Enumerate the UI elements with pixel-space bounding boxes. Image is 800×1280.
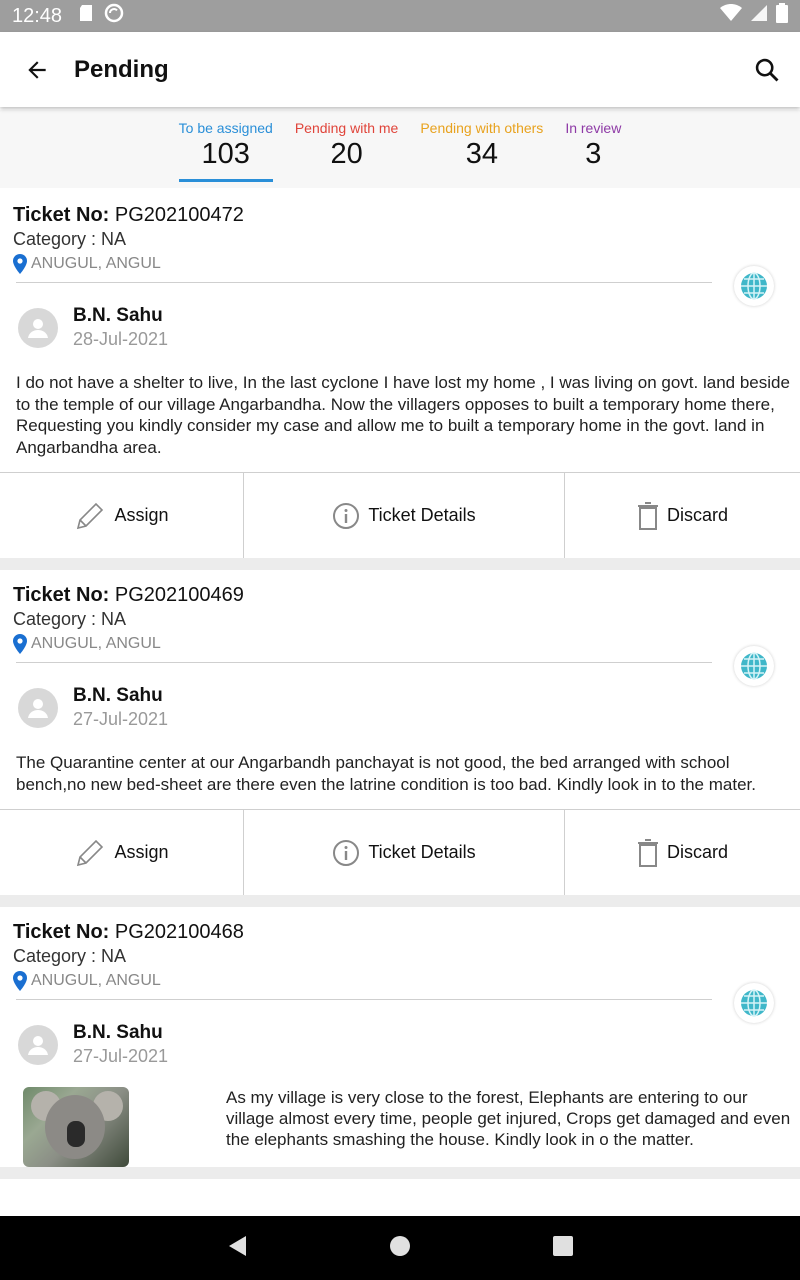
info-icon <box>332 502 360 530</box>
person-icon <box>26 1033 50 1057</box>
ticket-description: I do not have a shelter to live, In the last cyclone I have lost my home , I was living on govt. land beside to the temple of our village Angarbandha. Now the villagers opposes to built a temporary home there, Requesting you kindly consider my case and allow me to built a temporary home in the govt. land in Angarbandha area. <box>16 373 790 457</box>
search-button[interactable] <box>734 32 800 107</box>
back-button[interactable] <box>0 32 74 107</box>
avatar <box>18 1025 58 1065</box>
discard-button[interactable]: Discard <box>565 810 800 895</box>
tab-label: Pending with me <box>294 120 399 136</box>
sd-card-icon <box>78 4 94 28</box>
system-nav-bar <box>0 1216 800 1280</box>
wifi-icon <box>720 4 742 28</box>
person-icon <box>26 696 50 720</box>
info-icon <box>332 839 360 867</box>
nav-home-button[interactable] <box>388 1234 412 1263</box>
status-bar <box>0 0 800 32</box>
sync-icon <box>104 3 124 29</box>
globe-icon <box>739 651 769 681</box>
ticket-details-button[interactable]: Ticket Details <box>244 473 565 558</box>
battery-icon <box>776 3 788 29</box>
trash-icon <box>637 839 659 867</box>
tab-count: 103 <box>201 138 250 170</box>
tab-label: Pending with others <box>420 120 544 136</box>
ticket-author <box>0 1000 800 1067</box>
location-pin-icon <box>13 634 27 654</box>
divider <box>16 999 712 1000</box>
ticket-card[interactable] <box>0 907 800 1179</box>
ticket-date: 27-Jul-2021 <box>73 709 169 729</box>
ticket-card[interactable] <box>0 190 800 570</box>
ticket-location: ANUGUL, ANGUL <box>13 971 787 991</box>
tab-to-be-assigned[interactable] <box>179 110 273 188</box>
ticket-description: As my village is very close to the forest, Elephants are entering to our village almost every time, people get injured, Crops get damaged and even the elephants smashing the house. Kindly look in o the matter. <box>226 1088 791 1149</box>
assign-button[interactable]: Assign <box>0 810 244 895</box>
ticket-number: Ticket No: PG202100472 <box>13 204 244 226</box>
person-icon <box>26 316 50 340</box>
status-time: 12:48 <box>12 4 63 27</box>
source-badge[interactable] <box>734 983 774 1023</box>
tab-label: To be assigned <box>178 120 273 136</box>
source-badge[interactable] <box>734 646 774 686</box>
ticket-author <box>0 663 800 730</box>
status-tabs <box>0 110 800 188</box>
ticket-location: ANUGUL, ANGUL <box>13 634 787 654</box>
divider <box>16 662 712 663</box>
ticket-date: 28-Jul-2021 <box>73 329 169 349</box>
pencil-icon <box>74 500 106 532</box>
avatar <box>18 308 58 348</box>
location-pin-icon <box>13 254 27 274</box>
globe-icon <box>739 271 769 301</box>
ticket-card[interactable] <box>0 570 800 907</box>
ticket-date: 27-Jul-2021 <box>73 1046 169 1066</box>
pencil-icon <box>74 837 106 869</box>
ticket-actions <box>0 472 800 558</box>
ticket-description: The Quarantine center at our Angarbandh panchayat is not good, the bed arranged with school bench,no new bed-sheet are there even the latrine condition is too bad. Kindly look in to the mater. <box>16 753 756 794</box>
avatar <box>18 688 58 728</box>
ticket-category: Category : NA <box>13 946 127 966</box>
tab-label: In review <box>565 120 622 136</box>
square-recents-icon <box>552 1235 574 1257</box>
ticket-location: ANUGUL, ANGUL <box>13 254 787 274</box>
tab-count: 34 <box>465 138 498 170</box>
arrow-back-icon <box>24 57 50 83</box>
ticket-actions <box>0 809 800 895</box>
search-icon <box>753 56 781 84</box>
divider <box>16 282 712 283</box>
discard-button[interactable]: Discard <box>565 473 800 558</box>
trash-icon <box>637 502 659 530</box>
author-name: B.N. Sahu <box>73 685 163 706</box>
ticket-number: Ticket No: PG202100469 <box>13 584 244 606</box>
tab-count: 20 <box>330 138 363 170</box>
source-badge[interactable] <box>734 266 774 306</box>
ticket-list[interactable] <box>0 190 800 1216</box>
signal-icon <box>750 4 768 28</box>
tab-in-review[interactable] <box>565 110 621 188</box>
ticket-category: Category : NA <box>13 609 127 629</box>
ticket-details-button[interactable]: Ticket Details <box>244 810 565 895</box>
attachment-thumbnail[interactable] <box>23 1087 129 1167</box>
nav-recents-button[interactable] <box>552 1235 574 1262</box>
globe-icon <box>739 988 769 1018</box>
tab-pending-with-me[interactable] <box>295 110 399 188</box>
ticket-category: Category : NA <box>13 229 127 249</box>
triangle-back-icon <box>226 1234 248 1258</box>
circle-home-icon <box>388 1234 412 1258</box>
ticket-author <box>0 283 800 350</box>
author-name: B.N. Sahu <box>73 1022 163 1043</box>
tab-pending-with-others[interactable] <box>420 110 543 188</box>
tab-count: 3 <box>585 138 602 170</box>
location-pin-icon <box>13 971 27 991</box>
app-bar <box>0 32 800 107</box>
assign-button[interactable]: Assign <box>0 473 244 558</box>
ticket-number: Ticket No: PG202100468 <box>13 921 244 943</box>
page-title: Pending <box>74 55 169 83</box>
nav-back-button[interactable] <box>226 1234 248 1263</box>
author-name: B.N. Sahu <box>73 305 163 326</box>
